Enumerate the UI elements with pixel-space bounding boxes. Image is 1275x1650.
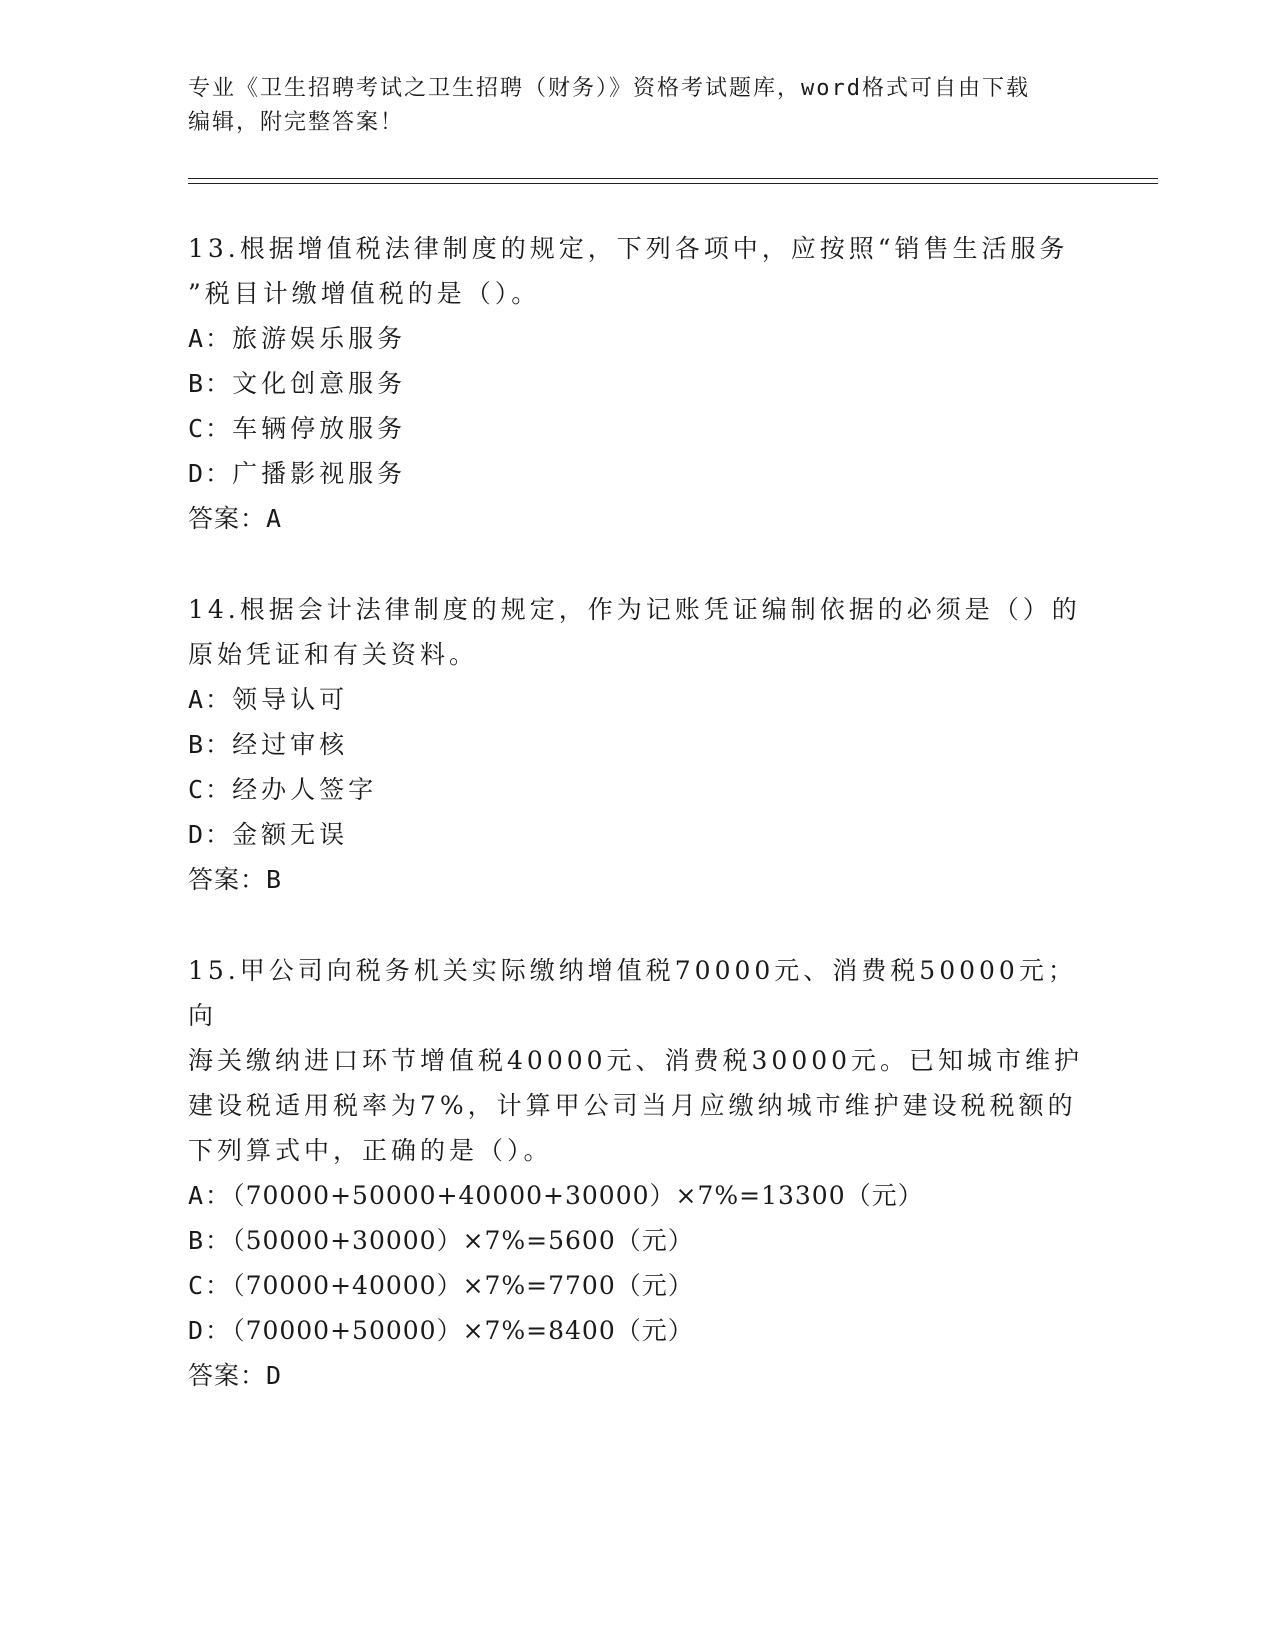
option-text: （70000+50000）×7%=8400（元） bbox=[232, 1316, 694, 1345]
option-d bbox=[188, 1308, 1088, 1353]
answer-label: 答案： bbox=[188, 504, 267, 533]
option-a bbox=[188, 316, 1088, 361]
option-b bbox=[188, 722, 1088, 767]
header-divider-bottom bbox=[188, 183, 1158, 184]
option-b bbox=[188, 1218, 1088, 1263]
option-letter: D： bbox=[188, 1316, 233, 1345]
option-d bbox=[188, 812, 1088, 857]
option-text: 经过审核 bbox=[232, 730, 349, 759]
answer-label: 答案： bbox=[188, 865, 267, 894]
option-d bbox=[188, 451, 1088, 496]
question-stem-line: ”税目计缴增值税的是（）。 bbox=[188, 279, 541, 308]
header-line-1: 专业《卫生招聘考试之卫生招聘（财务）》资格考试题库，word格式可自由下载 bbox=[188, 76, 1030, 101]
option-letter: B： bbox=[188, 369, 233, 398]
question-stem-line: 建设税适用税率为7%，计算甲公司当月应缴纳城市维护建设税税额的 bbox=[188, 1091, 1077, 1120]
option-letter: B： bbox=[188, 1226, 233, 1255]
option-text: 金额无误 bbox=[232, 820, 349, 849]
option-letter: C： bbox=[188, 775, 233, 804]
option-letter: C： bbox=[188, 414, 233, 443]
question-stem-line: 原始凭证和有关资料。 bbox=[188, 640, 479, 669]
header-divider-top bbox=[188, 178, 1158, 179]
option-text: 车辆停放服务 bbox=[232, 414, 407, 443]
question-15 bbox=[188, 948, 1088, 1398]
option-letter: D： bbox=[188, 459, 233, 488]
option-text: 广播影视服务 bbox=[232, 459, 407, 488]
option-c bbox=[188, 767, 1088, 812]
option-a bbox=[188, 677, 1088, 722]
option-letter: D： bbox=[188, 820, 233, 849]
answer-label: 答案： bbox=[188, 1361, 267, 1390]
option-text: （50000+30000）×7%=5600（元） bbox=[232, 1226, 694, 1255]
question-stem-line: 15.甲公司向税务机关实际缴纳增值税70000元、消费税50000元；向 bbox=[188, 956, 1077, 1030]
option-text: 文化创意服务 bbox=[232, 369, 407, 398]
option-letter: A： bbox=[188, 1181, 233, 1210]
option-c bbox=[188, 1263, 1088, 1308]
option-letter: A： bbox=[188, 685, 233, 714]
document-header bbox=[188, 72, 1088, 140]
option-text: 旅游娱乐服务 bbox=[232, 324, 407, 353]
option-text: 领导认可 bbox=[232, 685, 349, 714]
option-letter: A： bbox=[188, 324, 233, 353]
question-stem-line: 海关缴纳进口环节增值税40000元、消费税30000元。已知城市维护 bbox=[188, 1046, 1084, 1075]
question-stem-line: 14.根据会计法律制度的规定，作为记账凭证编制依据的必须是（）的 bbox=[188, 595, 1081, 624]
answer-line bbox=[188, 857, 1088, 902]
answer-value: B bbox=[266, 865, 283, 894]
question-stem-line: 13.根据增值税法律制度的规定，下列各项中，应按照“销售生活服务 bbox=[188, 234, 1069, 263]
option-b bbox=[188, 361, 1088, 406]
question-14 bbox=[188, 587, 1088, 902]
answer-value: A bbox=[266, 504, 283, 533]
option-c bbox=[188, 406, 1088, 451]
option-a bbox=[188, 1173, 1088, 1218]
option-letter: C： bbox=[188, 1271, 233, 1300]
question-stem-line: 下列算式中，正确的是（）。 bbox=[188, 1136, 553, 1165]
header-line-2: 编辑，附完整答案！ bbox=[188, 110, 405, 135]
option-text: （70000+50000+40000+30000）×7%=13300（元） bbox=[232, 1181, 924, 1210]
answer-value: D bbox=[266, 1361, 283, 1390]
question-13 bbox=[188, 226, 1088, 541]
option-text: 经办人签字 bbox=[232, 775, 378, 804]
option-letter: B： bbox=[188, 730, 233, 759]
answer-line bbox=[188, 1353, 1088, 1398]
option-text: （70000+40000）×7%=7700（元） bbox=[232, 1271, 694, 1300]
answer-line bbox=[188, 496, 1088, 541]
